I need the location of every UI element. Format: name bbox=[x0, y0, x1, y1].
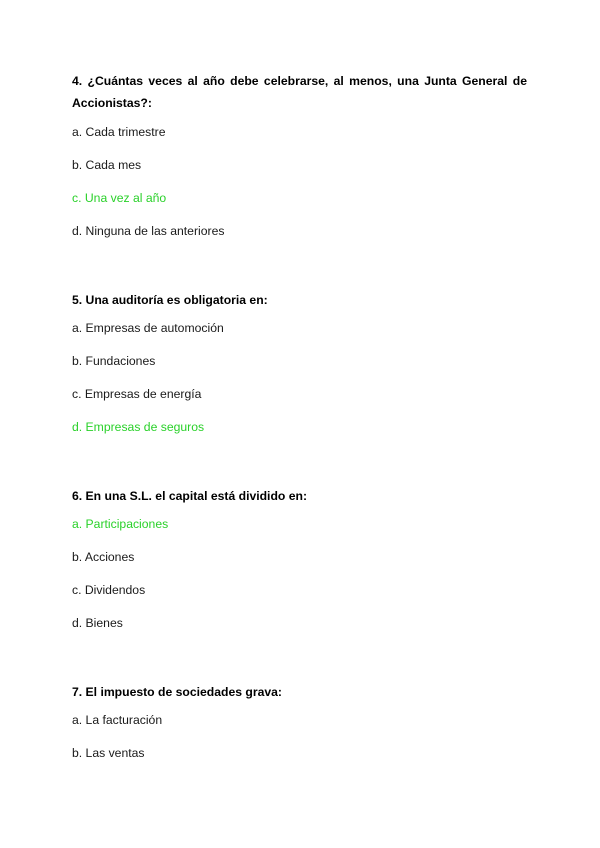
answer-option: c. Dividendos bbox=[72, 583, 146, 597]
answer-option: a. Cada trimestre bbox=[72, 125, 166, 139]
question-4 bbox=[72, 70, 527, 238]
question-title: 7. El impuesto de sociedades grava: bbox=[72, 685, 282, 699]
question-title: 6. En una S.L. el capital está dividido en: bbox=[72, 489, 308, 503]
correct-answer-option: c. Una vez al año bbox=[72, 191, 167, 205]
answer-option: b. Acciones bbox=[72, 550, 135, 564]
answer-option: b. Fundaciones bbox=[72, 354, 156, 368]
answer-option: d. Bienes bbox=[72, 616, 123, 630]
question-spacer bbox=[72, 649, 527, 681]
question-spacer bbox=[72, 453, 527, 485]
answer-option: a. Empresas de automoción bbox=[72, 321, 224, 335]
question-title: 4. ¿Cuántas veces al año debe celebrarse, al menos, una Junta General de Accionistas?: bbox=[72, 74, 527, 110]
question-6 bbox=[72, 485, 527, 630]
answer-option: a. La facturación bbox=[72, 713, 163, 727]
answer-option: b. Las ventas bbox=[72, 746, 145, 760]
correct-answer-option: d. Empresas de seguros bbox=[72, 420, 205, 434]
answer-option: d. Ninguna de las anteriores bbox=[72, 224, 225, 238]
answer-option: b. Cada mes bbox=[72, 158, 142, 172]
question-spacer bbox=[72, 257, 527, 289]
question-title: 5. Una auditoría es obligatoria en: bbox=[72, 293, 268, 307]
question-7 bbox=[72, 681, 527, 760]
correct-answer-option: a. Participaciones bbox=[72, 517, 169, 531]
document-page bbox=[72, 70, 527, 779]
answer-option: c. Empresas de energía bbox=[72, 387, 202, 401]
question-5 bbox=[72, 289, 527, 434]
